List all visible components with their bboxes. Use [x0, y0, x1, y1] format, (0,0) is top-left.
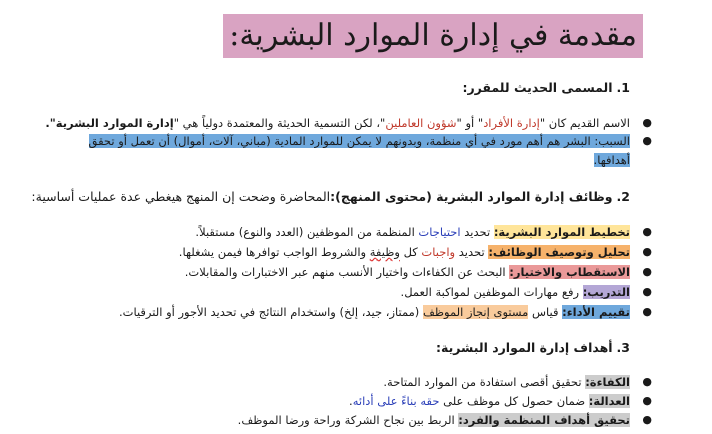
section-2-item-3	[184, 264, 652, 280]
section-1-item-1	[45, 115, 652, 131]
text-run: تقييم الأداء:	[562, 305, 630, 319]
text-run: إدارة الأفراد	[483, 116, 540, 130]
bullet-icon: ●	[642, 225, 652, 238]
text-run: الاسم القديم كان "	[539, 116, 630, 130]
text-run: رفع مهارات الموظفين لمواكبة العمل.	[400, 285, 583, 299]
text-run: تحقيق أقصى استفادة من الموارد المتاحة.	[383, 375, 586, 389]
text-run: (ممتاز، جيد، إلخ) واستخدام النتائج في تحديد الأجور أو الترقيات.	[118, 305, 423, 319]
text-run: شؤون العاملين	[385, 116, 457, 130]
bullet-icon: ●	[642, 285, 652, 298]
section-1-item-2-cont	[594, 152, 630, 168]
section-2-heading	[31, 189, 630, 204]
text-run: السبب: البشر هم أهم مورد في أي منظمة، وبدونهم لا يمكن للموارد المادية (مباني، آلات، أموال) أن تعمل أو تحقق	[88, 134, 630, 148]
text-run: تحديد	[460, 225, 494, 239]
text-run: ضمان حصول كل موظف على	[439, 394, 589, 408]
bullet-icon: ●	[642, 413, 652, 426]
bullet-icon: ●	[642, 134, 652, 147]
section-2-number: 2.	[616, 189, 630, 204]
bullet-icon: ●	[642, 116, 652, 129]
text-run: البحث عن الكفاءات واختيار الأنسب منهم عبر الاختبارات والمقابلات.	[184, 265, 510, 279]
section-3-item-1	[383, 374, 652, 390]
section-3-heading	[436, 340, 630, 355]
text-run: قياس	[528, 305, 563, 319]
bullet-icon: ●	[642, 245, 652, 258]
text-run: تحليل وتوصيف الوظائف:	[488, 245, 630, 259]
section-1-heading	[462, 80, 630, 95]
text-run: تخطيط الموارد البشرية:	[493, 225, 630, 239]
text-run: والشروط الواجب توافرها فيمن يشغلها.	[178, 245, 370, 259]
text-run: العدالة:	[588, 394, 630, 408]
bullet-icon: ●	[642, 305, 652, 318]
section-1-item-2	[88, 133, 652, 149]
section-2-item-2	[178, 244, 652, 260]
text-run: "، لكن التسمية الحديثة والمعتمدة دولياً هي "	[173, 116, 386, 130]
section-2-item-1	[195, 224, 652, 240]
text-run: الاستقطاب والاختيار:	[509, 265, 630, 279]
section-3-title: أهداف إدارة الموارد البشرية:	[436, 340, 613, 355]
bullet-icon: ●	[642, 265, 652, 278]
text-run: حقه بناءً على أدائه	[352, 394, 440, 408]
bullet-icon: ●	[642, 375, 652, 388]
text-run: الربط بين نجاح الشركة وراحة ورضا الموظف.	[237, 413, 459, 427]
text-run: احتياجات	[418, 225, 461, 239]
section-2-item-4	[400, 284, 652, 300]
text-run: تحقيق أهداف المنظمة والفرد:	[458, 413, 630, 427]
section-2-intro: المحاضرة وضحت إن المنهج هيغطي عدة عمليات أساسية:	[31, 189, 331, 204]
bullet-icon: ●	[642, 394, 652, 407]
text-run: التدريب:	[582, 285, 630, 299]
section-2-title: وظائف إدارة الموارد البشرية (محتوى المنهج):	[330, 189, 613, 204]
text-run: " أو "	[456, 116, 484, 130]
text-run: كل	[399, 245, 422, 259]
text-run: ".	[45, 116, 56, 130]
section-3-item-2	[349, 393, 652, 409]
text-run: إدارة الموارد البشرية	[55, 116, 174, 130]
text-run: الكفاءة:	[585, 375, 630, 389]
page-title: مقدمة في إدارة الموارد البشرية:	[223, 14, 643, 58]
section-3-item-3	[237, 412, 652, 428]
text-run: مستوى إنجاز الموظف	[422, 305, 529, 319]
text-run: وظيفة	[369, 245, 400, 259]
text-run: أهدافها.	[593, 153, 630, 167]
text-run: تحديد	[455, 245, 489, 259]
text-run: المنظمة من الموظفين (العدد والنوع) مستقبلاً.	[195, 225, 419, 239]
section-1-number: 1.	[616, 80, 630, 95]
text-run: واجبات	[421, 245, 456, 259]
section-3-number: 3.	[616, 340, 630, 355]
section-2-item-5	[118, 304, 652, 320]
section-1-title: المسمى الحديث للمقرر:	[462, 80, 613, 95]
text-run: .	[349, 394, 353, 408]
